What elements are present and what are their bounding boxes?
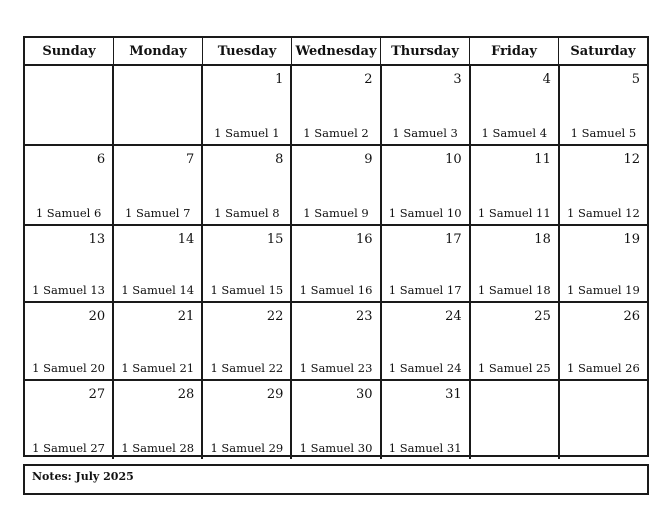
reading-label: 1 Samuel 18 (477, 283, 551, 297)
day-cell (382, 146, 471, 224)
reading-label: 1 Samuel 3 (392, 126, 458, 140)
day-number: 18 (534, 232, 551, 247)
day-cell (382, 226, 471, 301)
calendar-grid (23, 36, 649, 457)
reading-label: 1 Samuel 13 (32, 283, 105, 297)
day-cell (382, 303, 471, 379)
day-number: 10 (445, 152, 462, 167)
day-number: 9 (364, 152, 373, 167)
weeks-container (25, 66, 647, 459)
weekday-sunday: Sunday (25, 38, 114, 64)
day-cell (203, 303, 292, 379)
day-cell (25, 66, 114, 144)
day-number: 31 (445, 387, 462, 402)
week-row (25, 381, 647, 459)
reading-label: 1 Samuel 1 (214, 126, 280, 140)
week-row (25, 66, 647, 146)
weekday-friday: Friday (470, 38, 559, 64)
day-number: 1 (275, 72, 284, 87)
reading-label: 1 Samuel 11 (477, 206, 551, 220)
day-cell (471, 381, 560, 459)
day-cell (203, 146, 292, 224)
week-row (25, 146, 647, 226)
day-cell (560, 226, 647, 301)
day-cell (560, 146, 647, 224)
day-number: 29 (266, 387, 284, 402)
reading-label: 1 Samuel 4 (481, 126, 548, 140)
reading-label: 1 Samuel 25 (477, 361, 551, 375)
day-cell (25, 226, 114, 301)
reading-label: 1 Samuel 17 (388, 283, 462, 297)
day-cell (25, 303, 114, 379)
day-number: 23 (356, 309, 373, 324)
notes-label: Notes: July 2025 (32, 470, 134, 483)
reading-label: 1 Samuel 6 (35, 206, 102, 220)
day-number: 11 (534, 152, 551, 167)
day-number: 25 (534, 309, 551, 324)
weekday-header-row (25, 38, 647, 66)
day-cell (203, 66, 292, 144)
day-cell (292, 66, 381, 144)
day-number: 15 (266, 232, 284, 247)
reading-label: 1 Samuel 2 (303, 126, 369, 140)
reading-label: 1 Samuel 22 (210, 361, 284, 375)
reading-label: 1 Samuel 9 (303, 206, 369, 220)
reading-label: 1 Samuel 12 (567, 206, 640, 220)
day-cell (471, 303, 560, 379)
day-cell (382, 66, 471, 144)
day-number: 5 (631, 72, 640, 87)
weekday-monday: Monday (114, 38, 203, 64)
day-cell (382, 381, 471, 459)
reading-label: 1 Samuel 20 (32, 361, 105, 375)
day-number: 22 (266, 309, 284, 324)
weekday-thursday: Thursday (381, 38, 470, 64)
day-cell (25, 146, 114, 224)
day-cell (114, 381, 203, 459)
day-cell (292, 226, 381, 301)
weekday-saturday: Saturday (570, 43, 636, 59)
notes-box (23, 464, 649, 495)
reading-label: 1 Samuel 29 (210, 441, 284, 455)
day-number: 13 (88, 232, 106, 247)
day-number: 14 (177, 232, 195, 247)
day-number: 30 (356, 387, 373, 402)
day-cell (114, 146, 203, 224)
day-cell (292, 303, 381, 379)
reading-label: 1 Samuel 14 (121, 283, 195, 297)
weekday-wednesday: Wednesday (292, 38, 381, 64)
day-number: 16 (356, 232, 373, 247)
day-number: 12 (623, 152, 640, 167)
reading-label: 1 Samuel 7 (124, 206, 191, 220)
day-cell (203, 381, 292, 459)
day-number: 20 (88, 309, 106, 324)
day-number: 6 (96, 152, 106, 167)
day-cell (471, 66, 560, 144)
reading-label: 1 Samuel 23 (299, 361, 373, 375)
day-number: 21 (177, 309, 195, 324)
day-number: 28 (177, 387, 195, 402)
reading-label: 1 Samuel 27 (32, 441, 105, 455)
day-cell (560, 381, 647, 459)
day-number: 24 (445, 309, 462, 324)
reading-label: 1 Samuel 31 (388, 441, 462, 455)
day-number: 7 (186, 152, 195, 167)
reading-label: 1 Samuel 10 (388, 206, 462, 220)
reading-label: 1 Samuel 16 (299, 283, 373, 297)
day-cell (25, 381, 114, 459)
day-number: 19 (623, 232, 640, 247)
day-number: 8 (275, 152, 284, 167)
reading-label: 1 Samuel 26 (567, 361, 640, 375)
reading-label: 1 Samuel 19 (567, 283, 640, 297)
reading-label: 1 Samuel 30 (299, 441, 373, 455)
day-cell (560, 303, 647, 379)
day-number: 4 (542, 72, 551, 87)
day-cell (114, 303, 203, 379)
day-number: 2 (364, 72, 373, 87)
day-cell (471, 146, 560, 224)
reading-label: 1 Samuel 28 (121, 441, 195, 455)
day-cell (114, 66, 203, 144)
day-number: 26 (623, 309, 640, 324)
day-cell (292, 381, 381, 459)
day-cell (114, 226, 203, 301)
reading-label: 1 Samuel 5 (570, 126, 637, 140)
day-cell (292, 146, 381, 224)
day-cell (203, 226, 292, 301)
reading-label: 1 Samuel 21 (121, 361, 195, 375)
day-number: 17 (445, 232, 462, 247)
reading-label: 1 Samuel 24 (388, 361, 462, 375)
day-cell (560, 66, 647, 144)
week-row (25, 226, 647, 303)
weekday-tuesday: Tuesday (203, 38, 292, 64)
reading-label: 1 Samuel 15 (210, 283, 284, 297)
week-row (25, 303, 647, 381)
reading-label: 1 Samuel 8 (214, 206, 280, 220)
day-number: 27 (88, 387, 106, 402)
day-cell (471, 226, 560, 301)
day-number: 3 (453, 72, 462, 87)
